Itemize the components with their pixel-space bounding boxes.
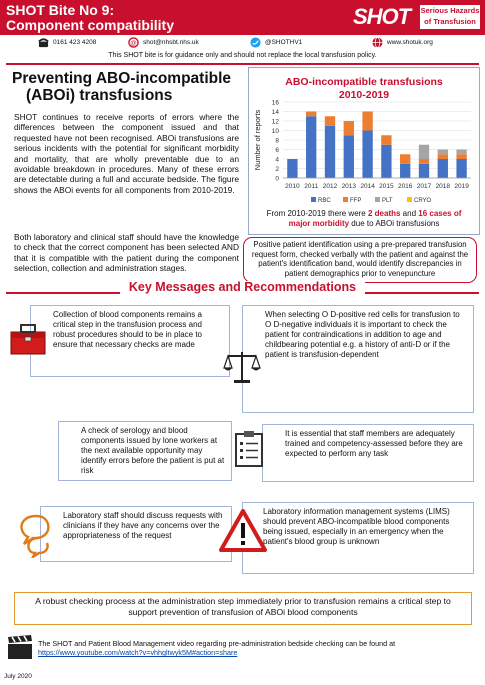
title-line2: (ABOi) transfusions [26,87,173,104]
x-tick-label: 2018 [435,183,451,190]
x-tick-label: 2013 [341,183,357,190]
x-tick-label: 2010 [285,183,300,190]
staff-paragraph: Both laboratory and clinical staff should have the knowledge to check that the correct component has been selected AND that it is compatible with the patient during the component selection, collection and administration stages. [14,232,239,274]
bar-rbc-2014 [362,131,372,179]
contact-bar [0,37,485,51]
header-banner [0,0,485,35]
key-message-card-2 [242,305,474,413]
toolbox-icon [8,320,48,358]
title-line1: Preventing ABO-incompatible [12,70,232,87]
bar-ffp-2017 [419,159,429,164]
twitter-handle[interactable]: @SHOTHV1 [265,39,303,46]
key-message-text-1: Collection of blood components remains a critical step in the transfusion process and robust procedures should to be in place to ensure that necessary checks are made [53,310,202,349]
legend-swatch-cryo [407,197,412,202]
x-tick-label: 2016 [397,183,413,190]
bar-rbc-2016 [400,164,410,178]
y-tick-label: 12 [271,118,279,126]
caption-pre: From 2010-2019 there were [266,209,368,218]
administration-check-box: A robust checking process at the administration step immediately prior to transfusion remains a critical step to support prevention of transfusion of ABOi blood components [14,592,472,625]
contact-twitter[interactable] [250,37,302,48]
bar-plt-2019 [456,150,466,155]
bar-rbc-2015 [381,145,391,178]
y-tick-label: 16 [271,99,279,107]
caption-deaths: 2 deaths [367,209,401,218]
caption-post: due to ABOi transfusions [349,219,440,228]
x-tick-label: 2014 [360,183,375,190]
bar-ffp-2011 [306,112,316,117]
email-address[interactable]: shot@nhsbt.nhs.uk [143,39,199,46]
clapperboard-icon [6,634,34,660]
key-message-card-5 [40,506,232,562]
shot-logo: SHOT [353,4,411,29]
y-axis-label: Number of reports [253,109,262,171]
y-tick-label: 8 [275,137,279,145]
header-divider [6,63,479,65]
key-message-card-4 [262,424,474,482]
contact-email[interactable] [128,37,199,48]
legend-label-rbc: RBC [318,198,331,204]
x-tick-label: 2017 [416,183,432,190]
shot-logo-subtitle [420,5,480,29]
intro-paragraph: SHOT continues to receive reports of errors where the differences between the component issued and that requested have not been recognised. ABOi transfusions are serious incidents with the potential for significant morbidity and mortality, that are wholly preventable due to an avoidable breakdown in procedures. Many of these errors are detectable during a full and accurate bedside. The figure shows the ABOi events for all components from 2010-2019. [14,112,239,195]
bite-number: SHOT Bite No 9: [6,2,115,18]
video-link[interactable]: https://www.youtube.com/watch?v=vhhgltwyk5M#action=share [38,648,238,657]
key-message-card-6 [242,502,474,574]
chart-title-line1: ABO-incompatible transfusions [285,76,443,88]
chart-caption [257,209,471,229]
publication-date: July 2020 [4,673,32,680]
legend-swatch-ffp [343,197,348,202]
caption-mid: and [400,209,419,218]
logo-sub-line2: of Transfusion [424,17,476,26]
legend-label-cryo: CRYO [414,198,432,204]
legend-label-plt: PLT [382,198,393,204]
caption-morbidity: 16 cases of major morbidity [288,209,462,228]
key-message-text-3: A check of serology and blood components issued by lone workers at the next available opportunity may identify errors before the patient is put at risk [81,426,225,475]
bar-rbc-2019 [456,159,466,178]
email-icon [128,37,139,48]
bar-plt-2017 [419,145,429,159]
bar-ffp-2014 [362,112,372,131]
bar-rbc-2013 [344,135,354,178]
y-tick-label: 2 [275,166,279,173]
key-message-text-6: Laboratory information management systems (LIMS) should prevent ABO-incompatible blood components being issued, especially in an emergency when the patient's blood group is unknown [263,507,450,546]
x-tick-label: 2012 [322,183,338,190]
bar-plt-2018 [438,150,448,155]
disclaimer: This SHOT bite is for guidance only and should not replace the local transfusion policy. [108,52,377,59]
x-tick-label: 2019 [454,183,469,190]
legend-swatch-rbc [311,197,316,202]
bar-rbc-2012 [325,126,335,178]
phone-icon [38,37,49,48]
website-url[interactable]: www.shotuk.org [387,39,433,46]
bite-title: Component compatibility [6,17,174,33]
twitter-icon [250,37,261,48]
bar-rbc-2017 [419,164,429,178]
section-title [12,70,242,104]
bar-rbc-2018 [438,159,448,178]
contact-phone [38,37,96,48]
legend-label-ffp: FFP [350,198,362,204]
y-tick-label: 10 [271,128,279,135]
abo-chart-panel [248,67,480,235]
key-message-text-5: Laboratory staff should discuss requests with clinicians if they have any concerns over the appropriateness of the request [63,511,223,540]
patient-identification-box: Positive patient identification using a pre-prepared transfusion request form, checked verbally with the patient and against the patient's identification band, would identify discrepancies in patient demographics prior to venepuncture [243,237,477,283]
bar-ffp-2018 [438,154,448,159]
bar-ffp-2013 [344,121,354,135]
bar-ffp-2019 [456,154,466,159]
key-message-card-3 [58,421,232,481]
bar-ffp-2012 [325,116,335,126]
x-tick-label: 2015 [379,183,394,190]
key-message-card-1 [30,305,230,377]
scales-icon [222,348,262,386]
phone-number: 0161 423 4208 [53,39,97,46]
chart-title-line2: 2010-2019 [338,89,390,101]
speech-bubbles-icon [16,512,58,558]
key-message-text-2: When selecting O D-positive red cells for transfusion to O D-negative individuals it is important to check the patient for contraindications in addition to age and childbearing potential e.g. a history of anti-D or if the patient is transfusion-dependent [265,310,460,359]
video-reference [38,639,478,657]
y-tick-label: 4 [275,156,279,164]
x-tick-label: 2011 [304,183,319,190]
legend-swatch-plt [375,197,380,202]
contact-web[interactable] [372,37,433,48]
y-tick-label: 6 [275,147,279,154]
globe-icon [372,37,383,48]
y-tick-label: 0 [275,175,279,183]
y-tick-label: 14 [271,109,279,116]
video-text: The SHOT and Patient Blood Management video regarding pre-administration bedside checking can be found at [38,639,396,648]
key-message-text-4: It is essential that staff members are adequately trained and competency-assessed before they are expected to perform any task [285,429,463,458]
bar-rbc-2011 [306,116,316,178]
checklist-icon [232,430,268,470]
logo-sub-line1: Serious Hazards [420,6,480,15]
bar-ffp-2015 [381,135,391,145]
bar-rbc-2010 [287,159,297,178]
key-messages-heading: Key Messages and Recommendations [128,280,357,294]
bar-ffp-2016 [400,154,410,164]
svg-text:@: @ [130,39,137,47]
warning-icon [218,508,268,554]
abo-bar-chart [249,98,479,206]
